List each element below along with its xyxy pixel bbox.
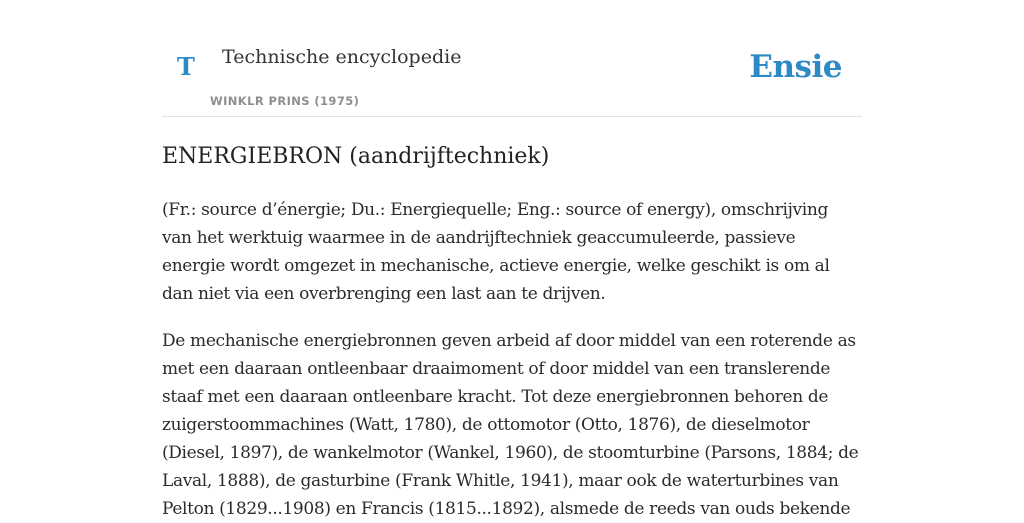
book-title-link[interactable]: Technische encyclopedie bbox=[222, 46, 462, 68]
entry-title: ENERGIEBRON (aandrijftechniek) bbox=[162, 144, 550, 169]
book-source-label: WINKLR PRINS (1975) bbox=[210, 94, 360, 108]
entry-paragraph: (Fr.: source d’énergie; Du.: Energiequelle; Eng.: source of energy), omschrijving van het werktuig waarmee in de aandrijftechniek geaccumuleerde, passieve energie wordt omgezet in mechanische, actieve energie, welke geschikt is om al dan niet via een overbrenging een last aan te drijven. bbox=[162, 199, 830, 304]
book-initial-icon[interactable]: T bbox=[177, 52, 195, 81]
page-container bbox=[162, 0, 862, 523]
entry-content bbox=[162, 143, 862, 523]
entry-paragraph: De mechanische energiebronnen geven arbeid af door middel van een roterende as met een daaraan ontleenbaar draaimoment of door middel van een translerende staaf met een daaraan ontleenbare kracht. Tot deze energiebronnen behoren de zuigerstoommachines (Watt, 1780), de ottomotor (Otto, 1876), de dieselmotor (Diesel, 1897), de wankelmotor (Wankel, 1960), de stoomturbine (Parsons, 1884; de Laval, 1888), de gasturbine (Frank Whitle, 1941), maar ook de waterturbines van Pelton (1829...1908) en Francis (1815...1892), alsmede de reeds van ouds bekende bbox=[162, 330, 859, 519]
book-header bbox=[162, 0, 862, 117]
ensie-logo-link[interactable]: Ensie bbox=[749, 49, 842, 85]
